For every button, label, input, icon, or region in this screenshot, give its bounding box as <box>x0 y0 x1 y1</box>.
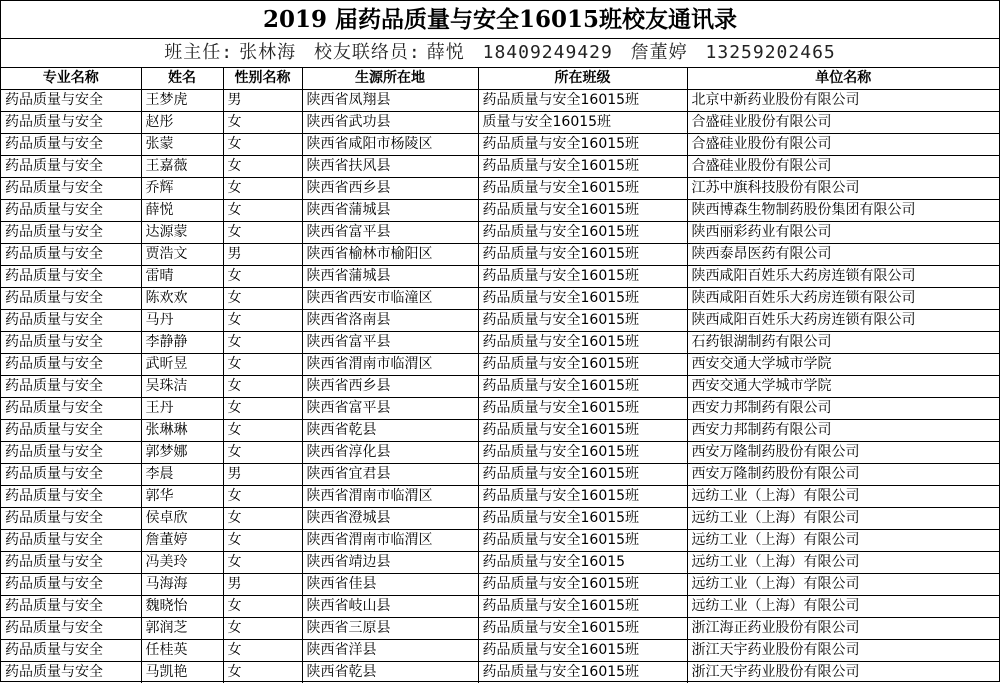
cell-class: 药品质量与安全16015班 <box>478 244 687 266</box>
table-row <box>1 90 999 112</box>
cell-major: 药品质量与安全 <box>1 640 141 662</box>
cell-name: 郭华 <box>141 486 223 508</box>
cell-origin: 陕西省淳化县 <box>302 442 478 464</box>
cell-gender: 女 <box>223 486 302 508</box>
cell-origin: 陕西省咸阳市杨陵区 <box>302 134 478 156</box>
cell-major: 药品质量与安全 <box>1 420 141 442</box>
cell-employer: 石药银湖制药有限公司 <box>687 332 999 354</box>
cell-origin: 陕西省西安市临潼区 <box>302 288 478 310</box>
cell-gender: 女 <box>223 530 302 552</box>
cell-employer: 西安交通大学城市学院 <box>687 354 999 376</box>
table-row <box>1 376 999 398</box>
table-row <box>1 244 999 266</box>
cell-origin: 陕西省宜君县 <box>302 464 478 486</box>
cell-name: 李静静 <box>141 332 223 354</box>
cell-name: 贾浩文 <box>141 244 223 266</box>
liaison-1-phone: 18409249429 <box>483 42 613 63</box>
cell-gender: 女 <box>223 618 302 640</box>
cell-class: 药品质量与安全16015班 <box>478 486 687 508</box>
table-row <box>1 574 999 596</box>
table-row <box>1 618 999 640</box>
header-row <box>1 68 999 90</box>
table-row <box>1 112 999 134</box>
cell-origin: 陕西省西乡县 <box>302 376 478 398</box>
cell-employer: 陕西咸阳百姓乐大药房连锁有限公司 <box>687 266 999 288</box>
cell-origin: 陕西省洋县 <box>302 640 478 662</box>
cell-name: 张蒙 <box>141 134 223 156</box>
cell-employer: 远纺工业（上海）有限公司 <box>687 530 999 552</box>
cell-class: 药品质量与安全16015班 <box>478 178 687 200</box>
cell-employer: 陕西泰昂医药有限公司 <box>687 244 999 266</box>
table-row <box>1 310 999 332</box>
cell-origin: 陕西省西乡县 <box>302 178 478 200</box>
cell-name: 詹董婷 <box>141 530 223 552</box>
cell-major: 药品质量与安全 <box>1 398 141 420</box>
cell-employer: 西安万隆制药股份有限公司 <box>687 442 999 464</box>
cell-gender: 男 <box>223 464 302 486</box>
cell-name: 王梦虎 <box>141 90 223 112</box>
liaison-label: 校友联络员: <box>314 42 421 63</box>
cell-gender: 女 <box>223 420 302 442</box>
cell-employer: 远纺工业（上海）有限公司 <box>687 486 999 508</box>
cell-major: 药品质量与安全 <box>1 552 141 574</box>
column-header-origin: 生源所在地 <box>302 68 478 90</box>
cell-gender: 女 <box>223 508 302 530</box>
cell-class: 药品质量与安全16015 <box>478 552 687 574</box>
cell-class: 药品质量与安全16015班 <box>478 618 687 640</box>
cell-name: 马海海 <box>141 574 223 596</box>
cell-employer: 西安力邦制药有限公司 <box>687 398 999 420</box>
table-row <box>1 640 999 662</box>
cell-origin: 陕西省蒲城县 <box>302 266 478 288</box>
cell-origin: 陕西省乾县 <box>302 662 478 683</box>
table-row <box>1 464 999 486</box>
cell-major: 药品质量与安全 <box>1 442 141 464</box>
table-row <box>1 420 999 442</box>
cell-name: 马丹 <box>141 310 223 332</box>
cell-name: 张琳琳 <box>141 420 223 442</box>
cell-gender: 女 <box>223 640 302 662</box>
liaison-2-name: 詹董婷 <box>631 42 688 63</box>
cell-major: 药品质量与安全 <box>1 178 141 200</box>
cell-name: 陈欢欢 <box>141 288 223 310</box>
cell-employer: 合盛硅业股份有限公司 <box>687 156 999 178</box>
cell-major: 药品质量与安全 <box>1 244 141 266</box>
cell-origin: 陕西省渭南市临渭区 <box>302 530 478 552</box>
cell-gender: 女 <box>223 310 302 332</box>
cell-origin: 陕西省澄城县 <box>302 508 478 530</box>
table-row <box>1 530 999 552</box>
cell-origin: 陕西省富平县 <box>302 398 478 420</box>
cell-name: 雷晴 <box>141 266 223 288</box>
table-row <box>1 662 999 683</box>
cell-class: 药品质量与安全16015班 <box>478 222 687 244</box>
cell-class: 药品质量与安全16015班 <box>478 134 687 156</box>
cell-class: 药品质量与安全16015班 <box>478 662 687 683</box>
cell-origin: 陕西省洛南县 <box>302 310 478 332</box>
cell-name: 赵彤 <box>141 112 223 134</box>
cell-gender: 女 <box>223 200 302 222</box>
cell-gender: 男 <box>223 90 302 112</box>
cell-name: 冯美玲 <box>141 552 223 574</box>
cell-employer: 陕西咸阳百姓乐大药房连锁有限公司 <box>687 288 999 310</box>
cell-origin: 陕西省凤翔县 <box>302 90 478 112</box>
cell-gender: 女 <box>223 156 302 178</box>
table-row <box>1 486 999 508</box>
column-header-class: 所在班级 <box>478 68 687 90</box>
cell-origin: 陕西省富平县 <box>302 332 478 354</box>
cell-major: 药品质量与安全 <box>1 574 141 596</box>
cell-name: 魏晓怡 <box>141 596 223 618</box>
cell-class: 药品质量与安全16015班 <box>478 156 687 178</box>
cell-employer: 陕西咸阳百姓乐大药房连锁有限公司 <box>687 310 999 332</box>
cell-name: 任桂英 <box>141 640 223 662</box>
cell-name: 王嘉薇 <box>141 156 223 178</box>
cell-gender: 女 <box>223 596 302 618</box>
cell-gender: 女 <box>223 398 302 420</box>
cell-name: 薛悦 <box>141 200 223 222</box>
cell-class: 药品质量与安全16015班 <box>478 376 687 398</box>
cell-major: 药品质量与安全 <box>1 222 141 244</box>
table-row <box>1 354 999 376</box>
cell-employer: 浙江天宇药业股份有限公司 <box>687 640 999 662</box>
liaison-2-phone: 13259202465 <box>706 42 836 63</box>
cell-employer: 北京中新药业股份有限公司 <box>687 90 999 112</box>
cell-origin: 陕西省靖边县 <box>302 552 478 574</box>
cell-major: 药品质量与安全 <box>1 156 141 178</box>
cell-class: 药品质量与安全16015班 <box>478 442 687 464</box>
cell-name: 武昕昱 <box>141 354 223 376</box>
cell-employer: 浙江天宇药业股份有限公司 <box>687 662 999 683</box>
table-row <box>1 222 999 244</box>
cell-class: 药品质量与安全16015班 <box>478 266 687 288</box>
cell-class: 药品质量与安全16015班 <box>478 508 687 530</box>
cell-class: 药品质量与安全16015班 <box>478 640 687 662</box>
cell-gender: 女 <box>223 552 302 574</box>
cell-major: 药品质量与安全 <box>1 376 141 398</box>
cell-employer: 远纺工业（上海）有限公司 <box>687 574 999 596</box>
cell-major: 药品质量与安全 <box>1 332 141 354</box>
cell-name: 王丹 <box>141 398 223 420</box>
cell-origin: 陕西省富平县 <box>302 222 478 244</box>
table-row <box>1 398 999 420</box>
head-teacher-label: 班主任: <box>164 42 233 63</box>
cell-origin: 陕西省渭南市临渭区 <box>302 486 478 508</box>
cell-employer: 远纺工业（上海）有限公司 <box>687 552 999 574</box>
cell-major: 药品质量与安全 <box>1 662 141 683</box>
cell-major: 药品质量与安全 <box>1 618 141 640</box>
column-header-employer: 单位名称 <box>687 68 999 90</box>
cell-gender: 女 <box>223 442 302 464</box>
cell-employer: 陕西丽彩药业有限公司 <box>687 222 999 244</box>
table-row <box>1 156 999 178</box>
cell-class: 药品质量与安全16015班 <box>478 596 687 618</box>
cell-class: 药品质量与安全16015班 <box>478 90 687 112</box>
cell-origin: 陕西省三原县 <box>302 618 478 640</box>
cell-class: 药品质量与安全16015班 <box>478 420 687 442</box>
cell-major: 药品质量与安全 <box>1 134 141 156</box>
cell-employer: 合盛硅业股份有限公司 <box>687 112 999 134</box>
table-row <box>1 134 999 156</box>
cell-employer: 合盛硅业股份有限公司 <box>687 134 999 156</box>
cell-major: 药品质量与安全 <box>1 310 141 332</box>
cell-gender: 女 <box>223 112 302 134</box>
cell-gender: 女 <box>223 288 302 310</box>
cell-major: 药品质量与安全 <box>1 486 141 508</box>
column-header-major: 专业名称 <box>1 68 141 90</box>
table-row <box>1 266 999 288</box>
cell-name: 乔辉 <box>141 178 223 200</box>
table-row <box>1 200 999 222</box>
cell-gender: 女 <box>223 662 302 683</box>
alumni-table <box>1 68 999 683</box>
cell-employer: 远纺工业（上海）有限公司 <box>687 596 999 618</box>
cell-origin: 陕西省佳县 <box>302 574 478 596</box>
cell-major: 药品质量与安全 <box>1 266 141 288</box>
cell-name: 吴珠洁 <box>141 376 223 398</box>
cell-major: 药品质量与安全 <box>1 508 141 530</box>
cell-gender: 男 <box>223 574 302 596</box>
cell-origin: 陕西省榆林市榆阳区 <box>302 244 478 266</box>
table-row <box>1 442 999 464</box>
cell-name: 郭梦娜 <box>141 442 223 464</box>
table-row <box>1 288 999 310</box>
cell-gender: 女 <box>223 134 302 156</box>
cell-gender: 女 <box>223 222 302 244</box>
table-row <box>1 552 999 574</box>
cell-name: 郭润芝 <box>141 618 223 640</box>
cell-class: 药品质量与安全16015班 <box>478 530 687 552</box>
cell-employer: 江苏中旗科技股份有限公司 <box>687 178 999 200</box>
cell-gender: 女 <box>223 354 302 376</box>
cell-origin: 陕西省扶风县 <box>302 156 478 178</box>
sheet-title: 2019 届药品质量与安全16015班校友通讯录 <box>1 1 999 39</box>
cell-class: 药品质量与安全16015班 <box>478 288 687 310</box>
cell-major: 药品质量与安全 <box>1 288 141 310</box>
cell-major: 药品质量与安全 <box>1 596 141 618</box>
head-teacher-name: 张林海 <box>239 42 296 63</box>
cell-gender: 女 <box>223 332 302 354</box>
cell-name: 马凯艳 <box>141 662 223 683</box>
cell-origin: 陕西省蒲城县 <box>302 200 478 222</box>
cell-name: 达源蒙 <box>141 222 223 244</box>
cell-class: 药品质量与安全16015班 <box>478 310 687 332</box>
contacts-line <box>1 39 999 68</box>
cell-gender: 女 <box>223 376 302 398</box>
liaison-1-name: 薛悦 <box>427 42 465 63</box>
cell-gender: 女 <box>223 178 302 200</box>
column-header-gender: 性别名称 <box>223 68 302 90</box>
cell-employer: 西安万隆制药股份有限公司 <box>687 464 999 486</box>
cell-class: 药品质量与安全16015班 <box>478 332 687 354</box>
cell-origin: 陕西省岐山县 <box>302 596 478 618</box>
column-header-name: 姓名 <box>141 68 223 90</box>
cell-major: 药品质量与安全 <box>1 200 141 222</box>
table-row <box>1 508 999 530</box>
table-row <box>1 178 999 200</box>
cell-major: 药品质量与安全 <box>1 112 141 134</box>
cell-gender: 女 <box>223 266 302 288</box>
cell-employer: 西安交通大学城市学院 <box>687 376 999 398</box>
cell-origin: 陕西省渭南市临渭区 <box>302 354 478 376</box>
cell-major: 药品质量与安全 <box>1 354 141 376</box>
cell-employer: 西安力邦制药有限公司 <box>687 420 999 442</box>
table-row <box>1 596 999 618</box>
cell-employer: 浙江海正药业股份有限公司 <box>687 618 999 640</box>
cell-class: 药品质量与安全16015班 <box>478 398 687 420</box>
cell-origin: 陕西省武功县 <box>302 112 478 134</box>
cell-major: 药品质量与安全 <box>1 90 141 112</box>
cell-name: 侯卓欣 <box>141 508 223 530</box>
cell-major: 药品质量与安全 <box>1 530 141 552</box>
cell-class: 药品质量与安全16015班 <box>478 464 687 486</box>
table-row <box>1 332 999 354</box>
cell-major: 药品质量与安全 <box>1 464 141 486</box>
cell-origin: 陕西省乾县 <box>302 420 478 442</box>
cell-class: 药品质量与安全16015班 <box>478 574 687 596</box>
cell-name: 李晨 <box>141 464 223 486</box>
cell-class: 药品质量与安全16015班 <box>478 354 687 376</box>
cell-employer: 陕西博森生物制药股份集团有限公司 <box>687 200 999 222</box>
cell-class: 药品质量与安全16015班 <box>478 200 687 222</box>
cell-class: 质量与安全16015班 <box>478 112 687 134</box>
cell-employer: 远纺工业（上海）有限公司 <box>687 508 999 530</box>
cell-gender: 男 <box>223 244 302 266</box>
